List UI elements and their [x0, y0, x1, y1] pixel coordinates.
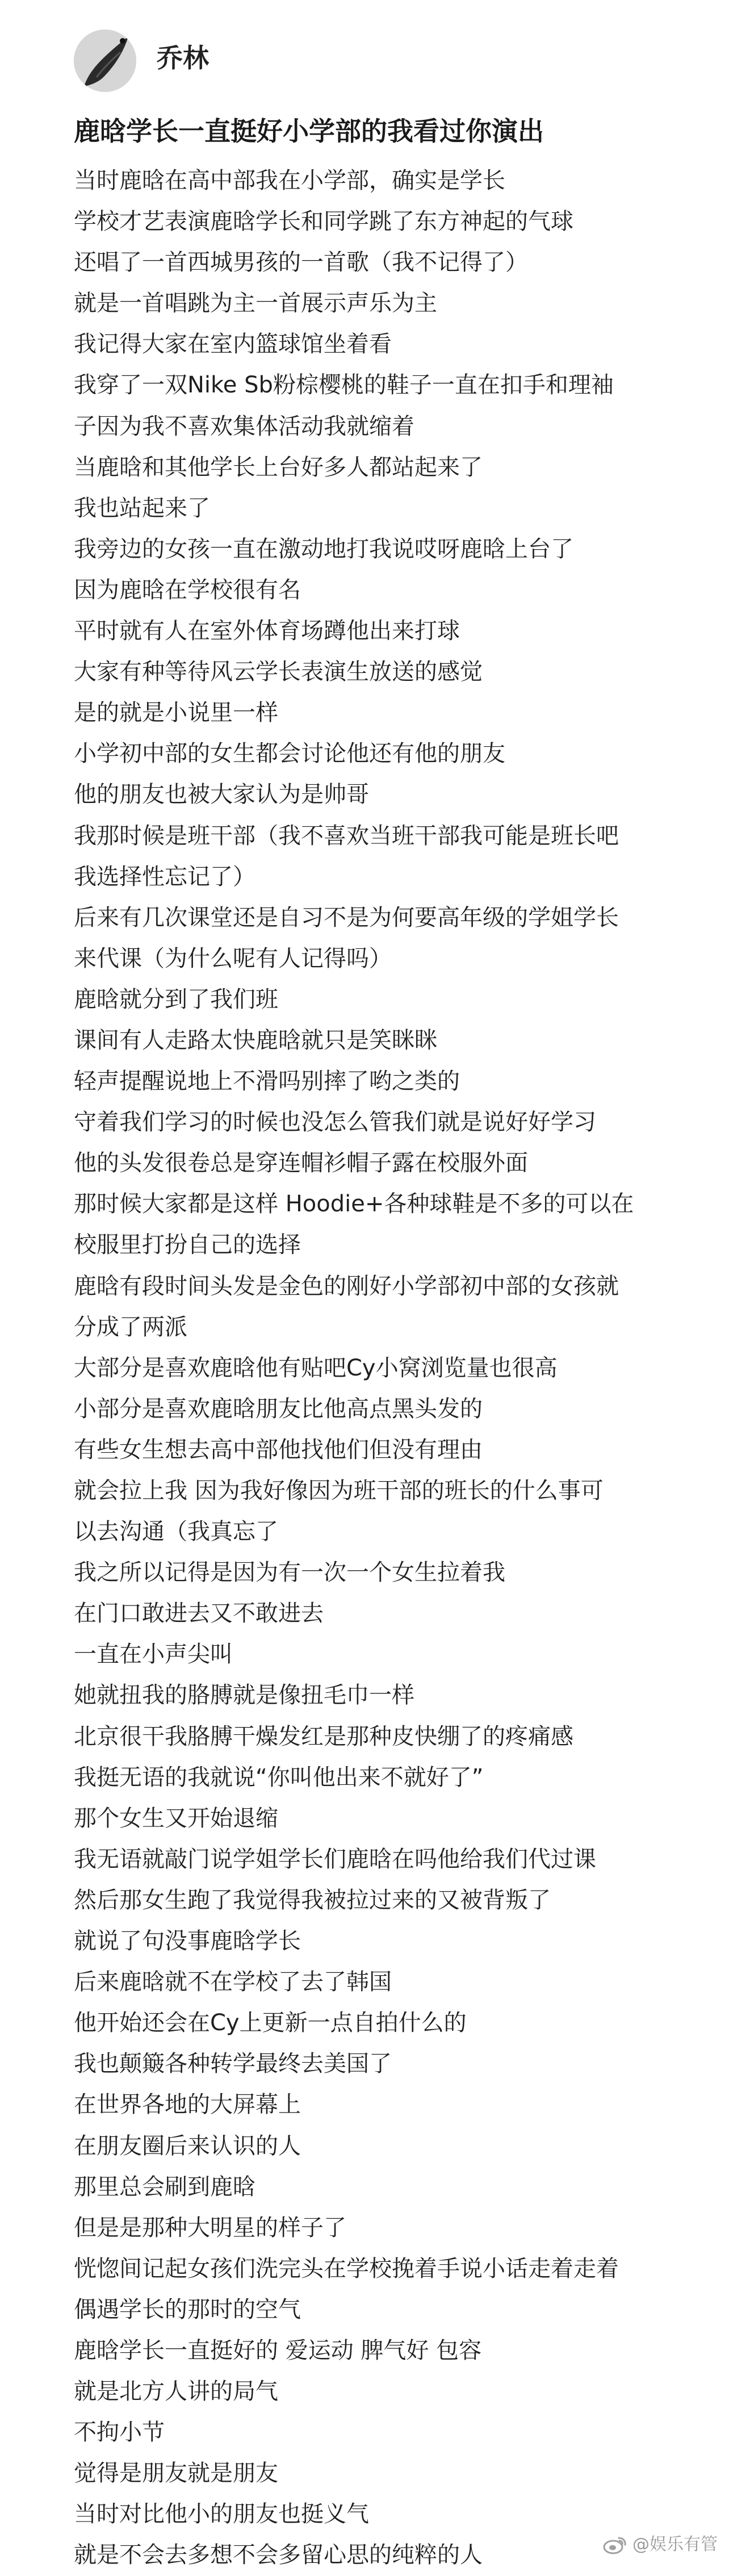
- text-line: 鹿晗有段时间头发是金色的刚好小学部初中部的女孩就: [74, 1273, 619, 1299]
- text-line: 她就扭我的胳膊就是像扭毛巾一样: [74, 1682, 414, 1709]
- text-line: 就会拉上我 因为我好像因为班干部的班长的什么事可: [74, 1478, 604, 1504]
- text-line: 以去沟通（我真忘了: [74, 1519, 278, 1545]
- text-line: 我之所以记得是因为有一次一个女生拉着我: [74, 1559, 505, 1586]
- text-line: 偶遇学长的那时的空气: [74, 2296, 301, 2323]
- text-line: 我穿了一双Nike Sb粉棕樱桃的鞋子一直在扣手和理袖: [74, 372, 614, 399]
- text-line: 那个女生又开始退缩: [74, 1805, 278, 1831]
- text-line: 有些女生想去高中部他找他们但没有理由: [74, 1436, 483, 1463]
- text-line: 就说了句没事鹿晗学长: [74, 1928, 301, 1955]
- text-line: 因为鹿晗在学校很有名: [74, 576, 301, 603]
- author-avatar[interactable]: [74, 30, 136, 92]
- text-line: 校服里打扮自己的选择: [74, 1232, 301, 1258]
- post-title: 鹿晗学长一直挺好小学部的我看过你演出: [74, 116, 544, 147]
- text-line: 学校才艺表演鹿晗学长和同学跳了东方神起的气球: [74, 208, 573, 235]
- text-line: 在朋友圈后来认识的人: [74, 2132, 301, 2159]
- text-line: 不拘小节: [74, 2419, 165, 2446]
- text-line: 一直在小声尖叫: [74, 1641, 233, 1668]
- text-line: 我也颠簸各种转学最终去美国了: [74, 2051, 392, 2077]
- text-line: 恍惚间记起女孩们洗完头在学校挽着手说小话走着走着: [74, 2255, 619, 2282]
- weibo-logo-icon: [603, 2535, 628, 2555]
- text-line: 我记得大家在室内篮球馆坐着看: [74, 331, 392, 358]
- text-line: 北京很干我胳膊干燥发红是那种皮快绷了的疼痛感: [74, 1723, 573, 1750]
- text-line: 课间有人走路太快鹿晗就只是笑眯眯: [74, 1027, 437, 1053]
- watermark: [603, 2533, 718, 2556]
- text-line: 鹿晗学长一直挺好的 爱运动 脾气好 包容: [74, 2337, 482, 2364]
- text-line: 我无语就敲门说学姐学长们鹿晗在吗他给我们代过课: [74, 1846, 596, 1872]
- text-line: 然后那女生跑了我觉得我被拉过来的又被背叛了: [74, 1887, 551, 1913]
- text-line: 当时鹿晗在高中部我在小学部，确实是学长: [74, 168, 505, 194]
- text-line: 子因为我不喜欢集体活动我就缩着: [74, 413, 414, 440]
- text-line: 我选择性忘记了）: [74, 863, 255, 890]
- text-line: 他开始还会在Cy上更新一点自拍什么的: [74, 2010, 467, 2036]
- text-line: 平时就有人在室外体育场蹲他出来打球: [74, 618, 460, 645]
- text-line: 轻声提醒说地上不滑吗别摔了哟之类的: [74, 1068, 460, 1095]
- text-line: 就是一首唱跳为主一首展示声乐为主: [74, 290, 437, 317]
- text-line: 那里总会刷到鹿晗: [74, 2173, 255, 2200]
- text-line: 我那时候是班干部（我不喜欢当班干部我可能是班长吧: [74, 822, 619, 849]
- text-line: 就是不会去多想不会多留心思的纯粹的人: [74, 2542, 483, 2569]
- text-line: 他的朋友也被大家认为是帅哥: [74, 781, 369, 808]
- text-line: 那时候大家都是这样 Hoodie+各种球鞋是不多的可以在: [74, 1191, 634, 1218]
- text-line: 在世界各地的大屏幕上: [74, 2092, 301, 2118]
- text-line: 当时对比他小的朋友也挺义气: [74, 2501, 369, 2528]
- text-line: 觉得是朋友就是朋友: [74, 2460, 278, 2487]
- text-line: 但是是那种大明星的样子了: [74, 2214, 346, 2241]
- text-line: 来代课（为什么呢有人记得吗）: [74, 945, 392, 972]
- text-line: 鹿晗就分到了我们班: [74, 986, 278, 1013]
- dark-avatar-icon: [74, 30, 136, 92]
- text-line: 小部分是喜欢鹿晗朋友比他高点黑头发的: [74, 1395, 483, 1422]
- text-line: 大部分是喜欢鹿晗他有贴吧Cy小窝浏览量也很高: [74, 1354, 558, 1381]
- text-line: 分成了两派: [74, 1314, 187, 1340]
- text-line: 就是北方人讲的局气: [74, 2378, 278, 2405]
- text-line: 还唱了一首西城男孩的一首歌（我不记得了）: [74, 249, 528, 276]
- text-line: 我挺无语的我就说“你叫他出来不就好了”: [74, 1764, 484, 1791]
- text-line: 他的头发很卷总是穿连帽衫帽子露在校服外面: [74, 1150, 528, 1177]
- post-body: [74, 160, 676, 2576]
- text-line: 后来有几次课堂还是自习不是为何要高年级的学姐学长: [74, 904, 619, 931]
- author-name[interactable]: 乔林: [157, 43, 209, 73]
- text-line: 我旁边的女孩一直在激动地打我说哎呀鹿晗上台了: [74, 536, 573, 562]
- text-line: 是的就是小说里一样: [74, 700, 278, 726]
- post-header: [0, 0, 729, 114]
- text-line: 大家有种等待风云学长表演生放送的感觉: [74, 659, 483, 685]
- text-line: 后来鹿晗就不在学校了去了韩国: [74, 1969, 392, 1996]
- watermark-text: @娱乐有管: [632, 2535, 718, 2554]
- text-line: 守着我们学习的时候也没怎么管我们就是说好好学习: [74, 1109, 596, 1136]
- text-line: 我也站起来了: [74, 495, 210, 521]
- text-line: 当鹿晗和其他学长上台好多人都站起来了: [74, 454, 483, 480]
- text-line: 小学初中部的女生都会讨论他还有他的朋友: [74, 741, 505, 767]
- text-line: 在门口敢进去又不敢进去: [74, 1600, 324, 1627]
